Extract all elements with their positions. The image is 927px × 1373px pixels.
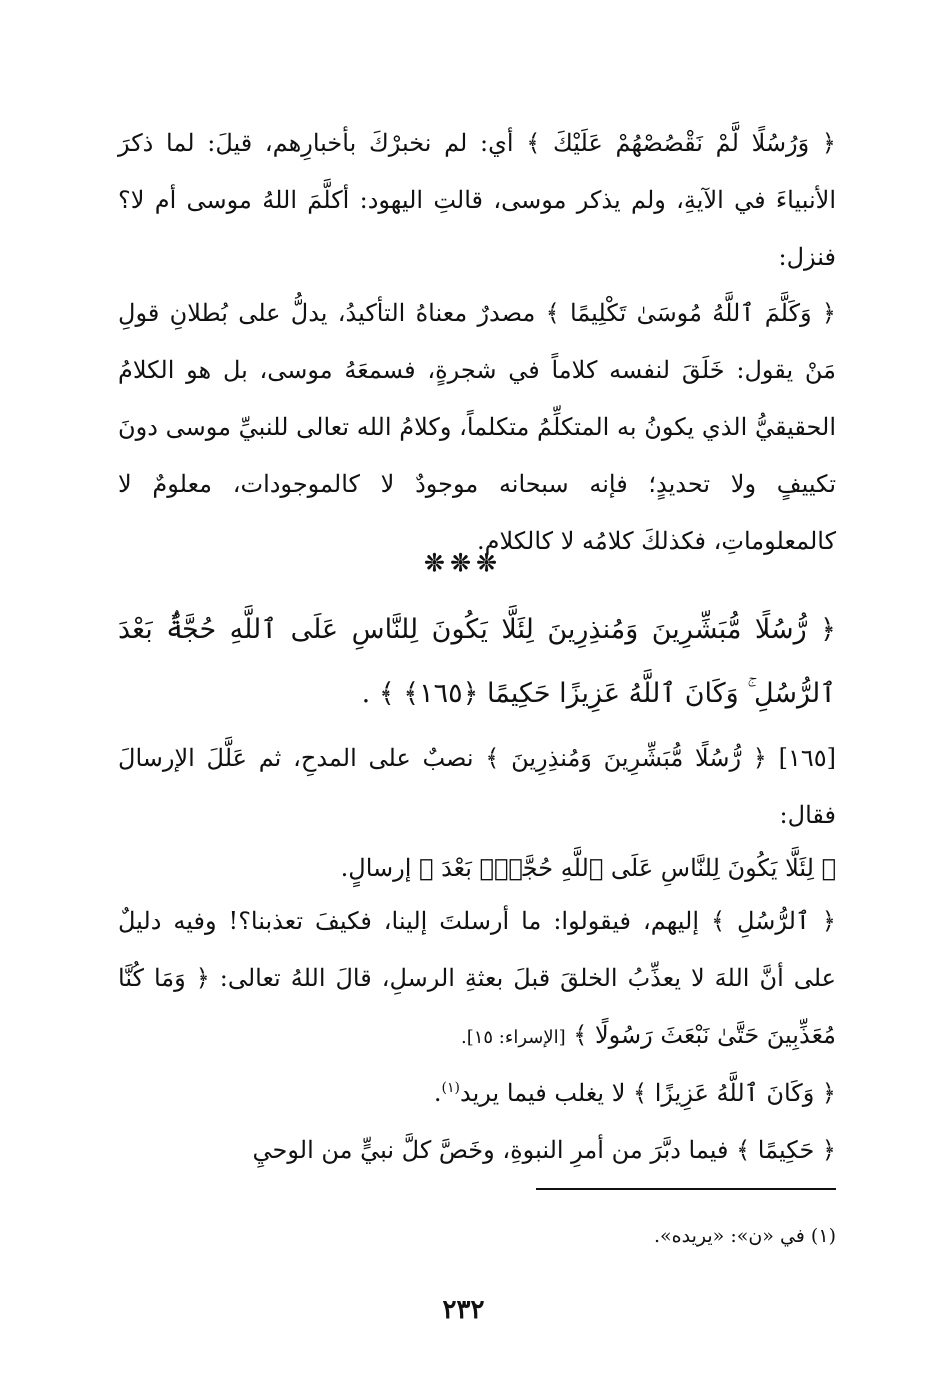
quran-verse-165: ﴿ رُّسُلًا مُّبَشِّرِينَ وَمُنذِرِينَ لِئَلَّا يَكُونَ لِلنَّاسِ عَلَى ٱللَّهِ حُجَّةٌۢ بَعْدَ ٱلرُّسُلِ ۚ وَكَانَ ٱللَّهُ عَزِيزًا حَكِيمًا ﴿١٦٥﴾ ﴾ .: [118, 614, 836, 709]
paragraph-3: [١٦٥] ﴿ رُّسُلًا مُّبَشِّرِينَ وَمُنذِرِينَ ﴾ نصبٌ على المدحِ، ثم عَلَّلَ الإرسالَ فقال:: [118, 744, 836, 829]
paragraph-2: ﴿ وَكَلَّمَ ٱللَّهُ مُوسَىٰ تَكْلِيمًا ﴾ مصدرٌ معناهُ التأكيدُ، يدلُّ على بُطلانِ قولِ مَنْ يقول: خَلَقَ لنفسه كلاماً في شجرةٍ، فسمعَهُ موسى، بل هو الكلامُ الحقيقيُّ الذي يكونُ به المتكلِّمُ متكلماً، وكلامُ الله تعالى للنبيِّ موسى دونَ تكييفٍ ولا تحديدٍ؛ فإنه سبحانه موجودٌ لا كالموجودات، معلومٌ لا كالمعلوماتِ، فكذلكَ كلامُه لا كالكلام.: [118, 299, 837, 555]
paragraph-6: [118, 1065, 836, 1122]
verse-reference: [الإسراء: ١٥].: [460, 1027, 566, 1048]
paragraph-6-end: .: [433, 1079, 442, 1107]
paragraph-5: [118, 893, 836, 1066]
paragraph-6-text: ﴿ وَكَانَ ٱللَّهُ عَزِيزًا ﴾ لا يغلب فيما يريد: [459, 1079, 836, 1107]
footnote: (١) في «ن»: «يريده».: [654, 1225, 836, 1247]
paragraph-7: ﴿ حَكِيمًا ﴾ فيما دبَّرَ من أمرِ النبوةِ، وخَصَّ كلَّ نبيٍّ من الوحيِ: [252, 1136, 836, 1164]
paragraph-5-text: ﴿ ٱلرُّسُلِ ﴾ إليهم، فيقولوا: ما أرسلتَ إلينا، فكيفَ تعذبنا؟! وفيه دليلٌ على أنَّ اللهَ لا يعذِّبُ الخلقَ قبلَ بعثةِ الرسلِ، قالَ اللهُ تعالى: ﴿ وَمَا كُنَّا مُعَذِّبِينَ حَتَّىٰ نَبْعَثَ رَسُولًا ﴾: [118, 907, 837, 1049]
section-separator: ❊❊❊: [424, 548, 503, 577]
paragraph-4: ﴿ لِئَلَّا يَكُونَ لِلنَّاسِ عَلَى ٱللَّهِ حُجَّةٌۢ بَعْدَ ﴾ إرسالٍ.: [340, 854, 836, 882]
paragraph-1: ﴿ وَرُسُلًا لَّمْ نَقْصُصْهُمْ عَلَيْكَ ﴾ أي: لم نخبرْكَ بأخبارِهم، قيلَ: لما ذكرَ الأنبياءَ في الآيةِ، ولم يذكر موسى، قالتِ اليهود: أكلَّمَ اللهُ موسى أم لا؟ فنزل:: [118, 129, 836, 271]
footnote-marker: (١): [441, 1080, 460, 1096]
page-number: ٢٣٢: [442, 1295, 485, 1325]
footnote-divider: [536, 1188, 836, 1190]
